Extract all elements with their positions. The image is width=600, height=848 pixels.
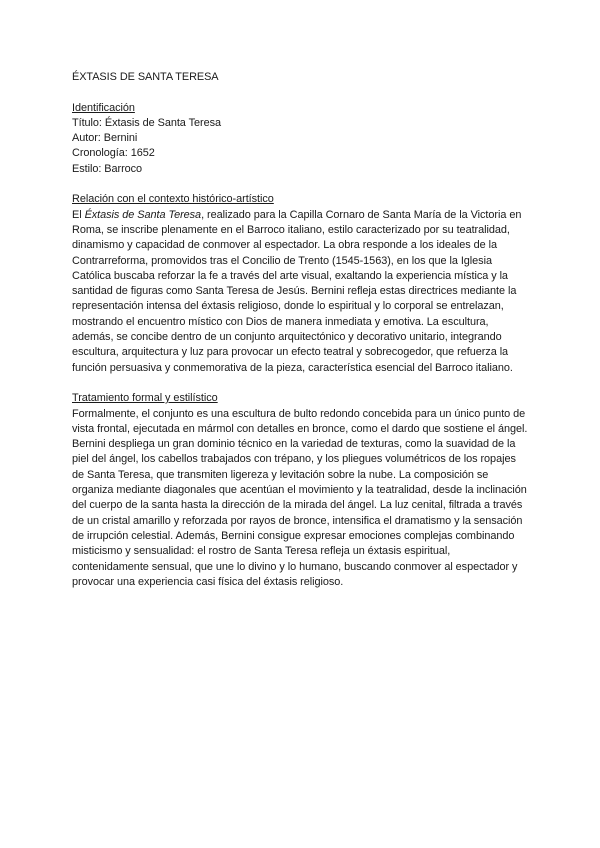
paragraph-contexto-intro: El [72,208,85,221]
section-heading-identificacion: Identificación [72,101,135,114]
section-tratamiento [72,391,528,590]
field-autor: Autor: Bernini [72,132,138,145]
section-contexto [72,192,528,376]
document-title: ÉXTASIS DE SANTA TERESA [72,71,219,83]
section-identificacion [72,101,528,177]
paragraph-contexto-body: , realizado para la Capilla Cornaro de Santa María de la Victoria en Roma, se inscribe plenamente en el Barroco italiano, estilo caracterizado por su teatralidad, dinamismo y capacidad de conmover al espectador. La obra responde a los ideales de la Contrarreforma, promovidos tras el Concilio de Trento (1545-1563), en los que la Iglesia Católica buscaba reforzar la fe a través del arte visual, exaltando la experiencia mística y la santidad de figuras como Santa Teresa de Jesús. Bernini refleja estas directrices mediante la representación intensa del éxtasis religioso, donde lo espiritual y lo corporal se entrelazan, mostrando el encuentro místico con Dios de manera inmediata y emotiva. La escultura, además, se concibe dentro de un conjunto arquitectónico y decorativo unitario, integrando escultura, arquitectura y luz para provocar un efecto teatral y sobrecogedor, que refuerza la función persuasiva y conmemorativa de la pieza, característica esencial del Barroco italiano. [72,208,522,374]
document-body [72,70,528,605]
section-heading-tratamiento: Tratamiento formal y estilístico [72,392,218,405]
field-cronologia: Cronología: 1652 [72,147,155,160]
work-title-italic: Éxtasis de Santa Teresa [84,208,202,221]
field-titulo: Título: Éxtasis de Santa Teresa [72,116,221,129]
paragraph-contexto [72,208,528,376]
field-estilo: Estilo: Barroco [72,162,143,175]
section-heading-contexto: Relación con el contexto histórico-artístico [72,193,274,206]
paragraph-tratamiento: Formalmente, el conjunto es una escultura de bulto redondo concebida para un único punto de vista frontal, ejecutada en mármol con detalles en bronce, como el dardo que sostiene el ángel. Bernini despliega un gran dominio técnico en la variedad de texturas, como la suavidad de la piel del ángel, los cabellos trabajados con trépano, y los pliegues volumétricos de los ropajes de Santa Teresa, que transmiten ligereza y levitación sobre la nube. La composición se organiza mediante diagonales que acentúan el movimiento y la teatralidad, desde la inclinación del cuerpo de la santa hasta la dirección de la mirada del ángel. La luz cenital, filtrada a través de un cristal amarillo y reforzada por rayos de bronce, intensifica el dramatismo y la sensación de irrupción celestial. Además, Bernini consigue expresar emociones complejas combinando misticismo y sensualidad: el rostro de Santa Teresa refleja un éxtasis espiritual, contenidamente sensual, que une lo divino y lo humano, buscando conmover al espectador y provocar una experiencia casi física del éxtasis religioso. [72,407,528,588]
